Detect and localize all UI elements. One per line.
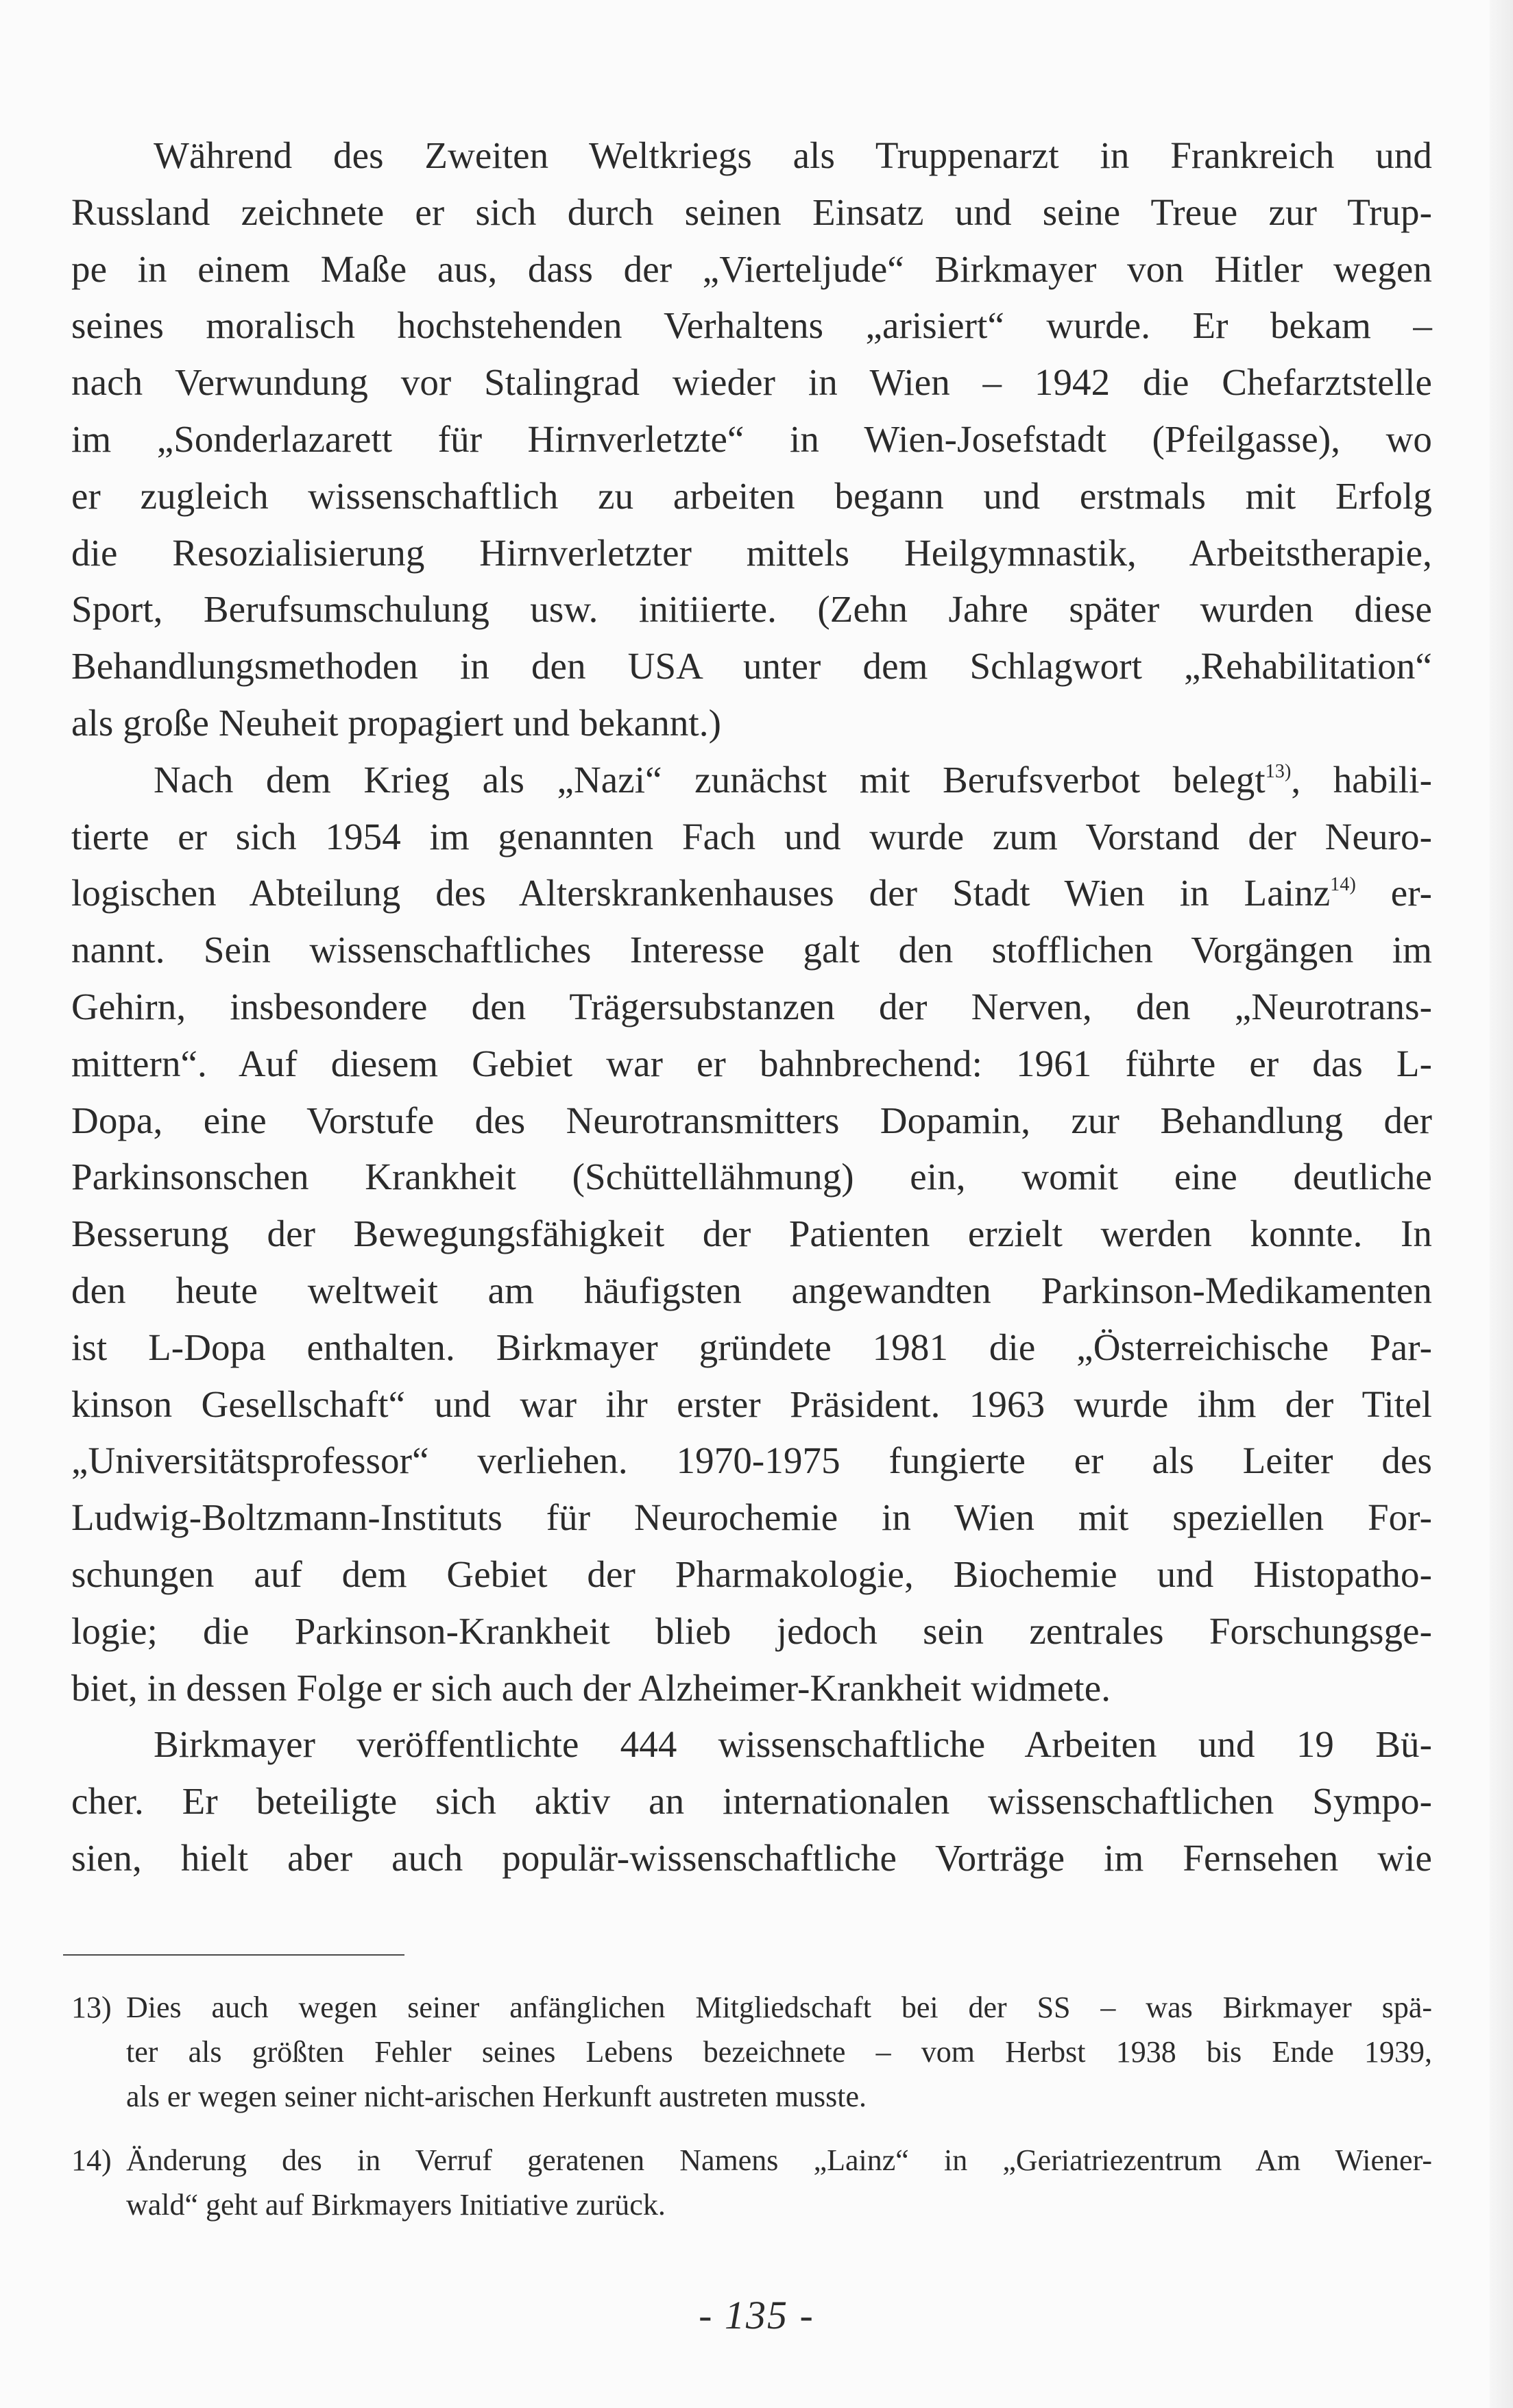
body-text: logischen Abteilung des Alterskrankenhauses der Stadt Wien in Lainz bbox=[71, 872, 1331, 914]
body-line: mittern“. Auf diesem Gebiet war er bahnbrechend: 1961 führte er das L- bbox=[71, 1042, 1432, 1084]
footnote-separator bbox=[63, 1954, 404, 1956]
footnotes bbox=[71, 1985, 1432, 2246]
body-line: cher. Er beteiligte sich aktiv an internationalen wissenschaftlichen Sympo- bbox=[71, 1780, 1432, 1823]
body-text: Nach dem Krieg als „Nazi“ zunächst mit Berufsverbot belegt bbox=[154, 758, 1266, 801]
body-line: Sport, Berufsumschulung usw. initiierte. (Zehn Jahre später wurden diese bbox=[71, 588, 1432, 631]
body-line: als große Neuheit propagiert und bekannt.) bbox=[71, 701, 722, 744]
body-line: „Universitätsprofessor“ verliehen. 1970-1975 fungierte er als Leiter des bbox=[71, 1439, 1432, 1482]
footnote-line: Dies auch wegen seiner anfänglichen Mitgliedschaft bei der SS – was Birkmayer spä- bbox=[126, 1991, 1432, 2024]
body-line: Besserung der Bewegungsfähigkeit der Patienten erzielt werden konnte. In bbox=[71, 1213, 1432, 1255]
body-line: nannt. Sein wissenschaftliches Interesse galt den stofflichen Vorgängen im bbox=[71, 929, 1432, 971]
main-text bbox=[71, 127, 1432, 1887]
body-line: Während des Zweiten Weltkriegs als Truppenarzt in Frankreich und bbox=[154, 134, 1432, 176]
body-line: Gehirn, insbesondere den Trägersubstanzen der Nerven, den „Neurotrans- bbox=[71, 985, 1432, 1027]
footnote-ref-14: 14) bbox=[1330, 874, 1356, 896]
footnote-14 bbox=[71, 2138, 1432, 2227]
footnote-line: Änderung des in Verruf geratenen Namens „Lainz“ in „Geriatriezentrum Am Wiener- bbox=[126, 2143, 1432, 2177]
footnote-number: 13) bbox=[71, 1991, 112, 2024]
footnote-ref-13: 13) bbox=[1265, 760, 1292, 782]
footnote-text bbox=[126, 2138, 1432, 2227]
body-line: Parkinsonschen Krankheit (Schüttellähmung) ein, womit eine deutliche bbox=[71, 1156, 1432, 1198]
body-line-with-footnote-14 bbox=[71, 865, 1432, 922]
body-line: kinson Gesellschaft“ und war ihr erster Präsident. 1963 wurde ihm der Titel bbox=[71, 1383, 1432, 1425]
footnote-line: als er wegen seiner nicht-arischen Herkunft austreten musste. bbox=[126, 2080, 867, 2113]
body-line: Dopa, eine Vorstufe des Neurotransmitters Dopamin, zur Behandlung der bbox=[71, 1099, 1432, 1141]
footnote-number: 14) bbox=[71, 2143, 112, 2177]
body-line: Behandlungsmethoden in den USA unter dem Schlagwort „Rehabilitation“ bbox=[71, 645, 1432, 688]
footnote-text bbox=[126, 1985, 1432, 2119]
footnote-line: ter als größten Fehler seines Lebens bezeichnete – vom Herbst 1938 bis Ende 1939, bbox=[126, 2035, 1432, 2069]
page-edge-shading bbox=[1490, 0, 1513, 2408]
footnote-13 bbox=[71, 1985, 1432, 2119]
body-text: , habili- bbox=[1291, 758, 1432, 801]
body-line: sien, hielt aber auch populär-wissenschaftliche Vorträge im Fernsehen wie bbox=[71, 1836, 1432, 1879]
body-line: er zugleich wissenschaftlich zu arbeiten begann und erstmals mit Erfolg bbox=[71, 474, 1432, 517]
footnote-line: wald“ geht auf Birkmayers Initiative zurück. bbox=[126, 2188, 666, 2222]
body-line: tierte er sich 1954 im genannten Fach und wurde zum Vorstand der Neuro- bbox=[71, 815, 1432, 858]
body-line: Russland zeichnete er sich durch seinen Einsatz und seine Treue zur Trup- bbox=[71, 191, 1432, 233]
body-line: die Resozialisierung Hirnverletzter mittels Heilgymnastik, Arbeitstherapie, bbox=[71, 531, 1432, 574]
body-line: pe in einem Maße aus, dass der „Vierteljude“ Birkmayer von Hitler wegen bbox=[71, 247, 1432, 290]
body-line: den heute weltweit am häufigsten angewandten Parkinson-Medikamenten bbox=[71, 1269, 1432, 1311]
body-line: biet, in dessen Folge er sich auch der Alzheimer-Krankheit widmete. bbox=[71, 1666, 1111, 1709]
body-line: Birkmayer veröffentlichte 444 wissenschaftliche Arbeiten und 19 Bü- bbox=[154, 1723, 1432, 1766]
body-line: im „Sonderlazarett für Hirnverletzte“ in Wien-Josefstadt (Pfeilgasse), wo bbox=[71, 417, 1432, 460]
page-number: - 135 - bbox=[699, 2293, 814, 2337]
body-line: Ludwig-Boltzmann-Instituts für Neurochemie in Wien mit speziellen For- bbox=[71, 1496, 1432, 1539]
body-line: ist L-Dopa enthalten. Birkmayer gründete 1981 die „Österreichische Par- bbox=[71, 1326, 1432, 1368]
body-text: er- bbox=[1355, 872, 1432, 914]
body-line: nach Verwundung vor Stalingrad wieder in Wien – 1942 die Chefarztstelle bbox=[71, 361, 1432, 404]
body-line: schungen auf dem Gebiet der Pharmakologie, Biochemie und Histopatho- bbox=[71, 1553, 1432, 1595]
body-line: seines moralisch hochstehenden Verhaltens „arisiert“ wurde. Er bekam – bbox=[71, 304, 1432, 347]
body-line-with-footnote-13 bbox=[71, 752, 1432, 809]
body-line: logie; die Parkinson-Krankheit blieb jedoch sein zentrales Forschungsge- bbox=[71, 1609, 1432, 1652]
